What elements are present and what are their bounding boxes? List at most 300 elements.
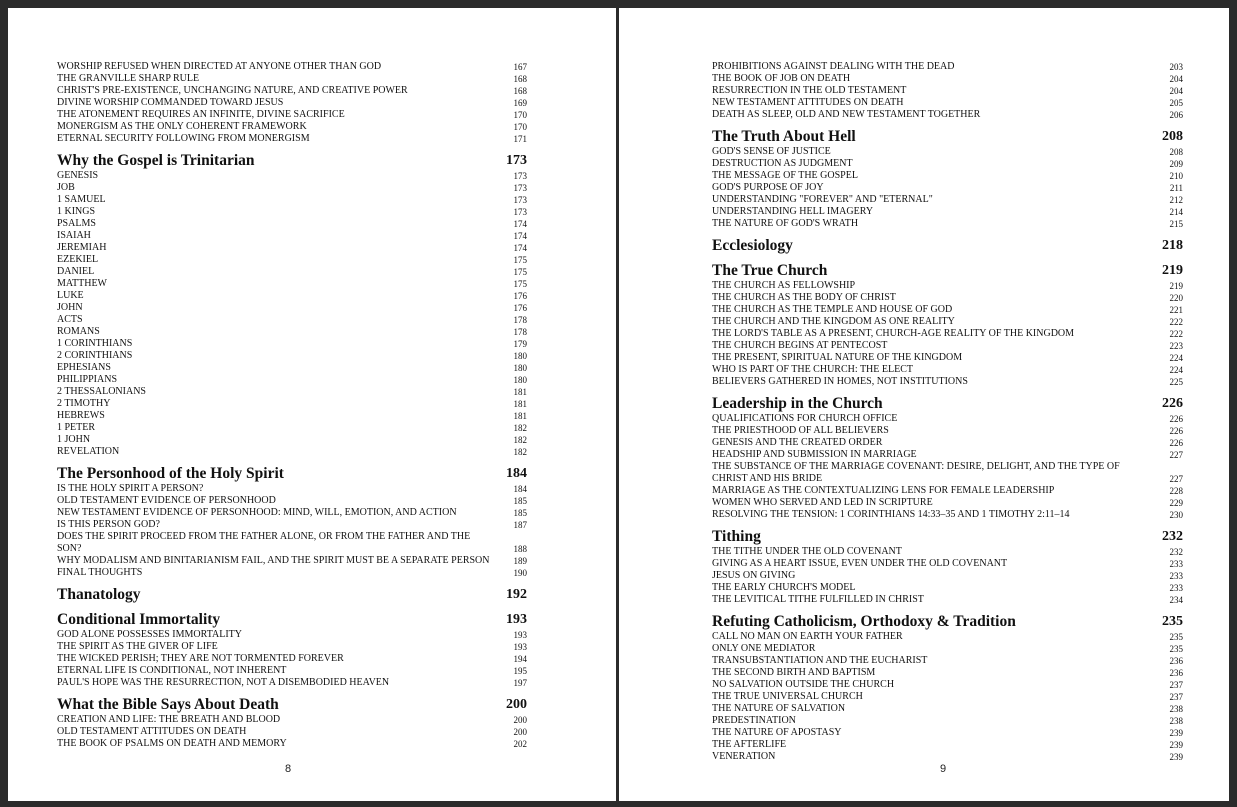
toc-entry[interactable] xyxy=(57,170,527,182)
page-ref: 181 xyxy=(513,387,527,397)
entry-title: NEW TESTAMENT EVIDENCE OF PERSONHOOD: MIND, WILL, EMOTION, AND ACTION xyxy=(57,507,457,518)
section-title: The True Church xyxy=(712,262,828,279)
toc-entry[interactable] xyxy=(57,374,527,386)
toc-entry[interactable] xyxy=(57,230,527,242)
page-ref: 211 xyxy=(1169,183,1183,193)
page-ref: 204 xyxy=(1169,86,1183,96)
toc-entry[interactable] xyxy=(712,206,1183,218)
toc-section-heading[interactable] xyxy=(712,237,1183,255)
page-ref: 174 xyxy=(513,219,527,229)
page-ref: 182 xyxy=(513,423,527,433)
toc-entry[interactable] xyxy=(712,727,1183,739)
toc-entry[interactable] xyxy=(712,109,1183,121)
entry-title: MARRIAGE AS THE CONTEXTUALIZING LENS FOR FEMALE LEADERSHIP xyxy=(712,485,1055,496)
toc-entry[interactable] xyxy=(57,483,527,495)
page-ref: 224 xyxy=(1169,353,1183,363)
entry-title: THE EARLY CHURCH'S MODEL xyxy=(712,582,856,593)
page-ref: 219 xyxy=(1169,281,1183,291)
entry-title: 1 JOHN xyxy=(57,434,91,445)
toc-entry[interactable] xyxy=(57,434,527,446)
entry-title: THE NATURE OF GOD'S WRATH xyxy=(712,218,859,229)
page-ref: 235 xyxy=(1169,644,1183,654)
toc-entry[interactable] xyxy=(57,653,527,665)
entry-title: DEATH AS SLEEP, OLD AND NEW TESTAMENT TOGETHER xyxy=(712,109,981,120)
page-ref: 190 xyxy=(513,568,527,578)
page-ref: 239 xyxy=(1169,728,1183,738)
page-ref: 181 xyxy=(513,399,527,409)
section-title: Conditional Immortality xyxy=(57,611,221,628)
section-title: Why the Gospel is Trinitarian xyxy=(57,152,255,169)
entry-title: JOB xyxy=(57,182,75,193)
section-title: Tithing xyxy=(712,528,761,545)
page-number-right: 9 xyxy=(940,763,947,775)
entry-title: DANIEL xyxy=(57,266,95,277)
page-ref: 228 xyxy=(1169,486,1183,496)
entry-title: OLD TESTAMENT EVIDENCE OF PERSONHOOD xyxy=(57,495,276,506)
entry-title: THE SUBSTANCE OF THE MARRIAGE COVENANT: DESIRE, DELIGHT, AND THE TYPE OF CHRIST AND HIS BRIDE xyxy=(712,461,1120,484)
page-ref: 238 xyxy=(1169,716,1183,726)
toc-entry[interactable] xyxy=(57,507,527,519)
entry-title: TRANSUBSTANTIATION AND THE EUCHARIST xyxy=(712,655,928,666)
toc-entry[interactable] xyxy=(712,364,1183,376)
section-title: Ecclesiology xyxy=(712,237,793,254)
toc-entry[interactable] xyxy=(57,519,527,531)
entry-title: WHO IS PART OF THE CHURCH: THE ELECT xyxy=(712,364,913,375)
page-ref: 170 xyxy=(513,122,527,132)
toc-entry[interactable] xyxy=(712,461,1183,485)
page-ref: 193 xyxy=(513,642,527,652)
toc-entry[interactable] xyxy=(712,97,1183,109)
toc-section-heading[interactable] xyxy=(712,262,1183,280)
entry-title: PAUL'S HOPE WAS THE RESURRECTION, NOT A DISEMBODIED HEAVEN xyxy=(57,677,390,688)
page-ref: 170 xyxy=(513,110,527,120)
page-ref: 168 xyxy=(513,86,527,96)
page-ref: 182 xyxy=(513,447,527,457)
entry-title: THE PRESENT, SPIRITUAL NATURE OF THE KINGDOM xyxy=(712,352,963,363)
toc-entry[interactable] xyxy=(57,206,527,218)
entry-title: ACTS xyxy=(57,314,83,325)
page-ref: 239 xyxy=(1169,752,1183,762)
toc-entry[interactable] xyxy=(712,170,1183,182)
toc-entry[interactable] xyxy=(57,726,527,738)
page-number-left: 8 xyxy=(285,763,292,775)
page-ref: 203 xyxy=(1169,62,1183,72)
entry-title: THE CHURCH AS FELLOWSHIP xyxy=(712,280,856,291)
page-ref: 233 xyxy=(1169,583,1183,593)
toc-entry[interactable] xyxy=(57,338,527,350)
page-ref: 215 xyxy=(1169,219,1183,229)
section-title: The Personhood of the Holy Spirit xyxy=(57,465,284,482)
toc-entry[interactable] xyxy=(57,266,527,278)
entry-title: PROHIBITIONS AGAINST DEALING WITH THE DEAD xyxy=(712,61,955,72)
toc-entry[interactable] xyxy=(57,314,527,326)
toc-entry[interactable] xyxy=(712,449,1183,461)
toc-entry[interactable] xyxy=(57,398,527,410)
toc-entry[interactable] xyxy=(712,61,1183,73)
page-ref: 208 xyxy=(1169,147,1183,157)
toc-entry[interactable] xyxy=(57,278,527,290)
toc-entry[interactable] xyxy=(57,641,527,653)
page-ref: 202 xyxy=(513,739,527,749)
entry-title: IS THIS PERSON GOD? xyxy=(57,519,160,530)
page-ref: 195 xyxy=(513,666,527,676)
page-ref: 222 xyxy=(1169,329,1183,339)
toc-section-heading[interactable] xyxy=(712,613,1183,631)
entry-title: CREATION AND LIFE: THE BREATH AND BLOOD xyxy=(57,714,281,725)
entry-title: ETERNAL LIFE IS CONDITIONAL, NOT INHERENT xyxy=(57,665,287,676)
entry-title: DIVINE WORSHIP COMMANDED TOWARD JESUS xyxy=(57,97,284,108)
toc-entry[interactable] xyxy=(712,340,1183,352)
entry-title: THE CHURCH BEGINS AT PENTECOST xyxy=(712,340,888,351)
entry-title: 2 TIMOTHY xyxy=(57,398,111,409)
entry-title: CALL NO MAN ON EARTH YOUR FATHER xyxy=(712,631,903,642)
page-ref: 178 xyxy=(513,315,527,325)
entry-title: 1 KINGS xyxy=(57,206,96,217)
toc-entry[interactable] xyxy=(57,97,527,109)
page-ref: 168 xyxy=(513,74,527,84)
page-ref: 226 xyxy=(1169,426,1183,436)
toc-entry[interactable] xyxy=(712,316,1183,328)
toc-entry[interactable] xyxy=(57,531,527,555)
toc-entry[interactable] xyxy=(57,665,527,677)
section-title: Refuting Catholicism, Orthodoxy & Tradition xyxy=(712,613,1016,630)
toc-entry[interactable] xyxy=(57,242,527,254)
entry-title: NEW TESTAMENT ATTITUDES ON DEATH xyxy=(712,97,904,108)
entry-title: MONERGISM AS THE ONLY COHERENT FRAMEWORK xyxy=(57,121,307,132)
toc-entry[interactable] xyxy=(57,85,527,97)
toc-entry[interactable] xyxy=(712,691,1183,703)
toc-section-heading[interactable] xyxy=(57,586,527,604)
toc-entry[interactable] xyxy=(712,292,1183,304)
toc-entry[interactable] xyxy=(712,485,1183,497)
toc-entry[interactable] xyxy=(712,413,1183,425)
toc-entry[interactable] xyxy=(57,495,527,507)
toc-entry[interactable] xyxy=(712,158,1183,170)
page-ref: 173 xyxy=(513,183,527,193)
entry-title: WHY MODALISM AND BINITARIANISM FAIL, AND THE SPIRIT MUST BE A SEPARATE PERSON xyxy=(57,555,490,566)
entry-title: DOES THE SPIRIT PROCEED FROM THE FATHER ALONE, OR FROM THE FATHER AND THE SON? xyxy=(57,531,471,554)
page-ref: 187 xyxy=(513,520,527,530)
entry-title: THE TRUE UNIVERSAL CHURCH xyxy=(712,691,863,702)
left-page xyxy=(8,8,616,801)
page-ref: 212 xyxy=(1169,195,1183,205)
entry-title: THE LEVITICAL TITHE FULFILLED IN CHRIST xyxy=(712,594,924,605)
right-page xyxy=(619,8,1229,801)
page-ref: 237 xyxy=(1169,692,1183,702)
page-ref: 232 xyxy=(1169,547,1183,557)
page-ref: 226 xyxy=(1169,414,1183,424)
toc-section-heading[interactable] xyxy=(712,528,1183,546)
toc-entry[interactable] xyxy=(712,751,1183,763)
toc-entry[interactable] xyxy=(57,362,527,374)
page-ref: 235 xyxy=(1162,614,1183,629)
entry-title: RESOLVING THE TENSION: 1 CORINTHIANS 14:33–35 AND 1 TIMOTHY 2:11–14 xyxy=(712,509,1070,520)
page-ref: 226 xyxy=(1169,438,1183,448)
toc-entry[interactable] xyxy=(712,304,1183,316)
toc-entry[interactable] xyxy=(712,352,1183,364)
toc-section-heading[interactable] xyxy=(57,152,527,170)
toc-entry[interactable] xyxy=(57,410,527,422)
toc-entry[interactable] xyxy=(57,182,527,194)
page-ref: 210 xyxy=(1169,171,1183,181)
entry-title: WORSHIP REFUSED WHEN DIRECTED AT ANYONE OTHER THAN GOD xyxy=(57,61,382,72)
toc-entry[interactable] xyxy=(712,182,1183,194)
page-ref: 192 xyxy=(506,587,527,602)
entry-title: JEREMIAH xyxy=(57,242,107,253)
page-ref: 230 xyxy=(1169,510,1183,520)
toc-entry[interactable] xyxy=(712,667,1183,679)
toc-entry[interactable] xyxy=(712,328,1183,340)
toc-entry[interactable] xyxy=(712,546,1183,558)
page-ref: 233 xyxy=(1169,559,1183,569)
entry-title: JESUS ON GIVING xyxy=(712,570,796,581)
toc-entry[interactable] xyxy=(712,739,1183,751)
page-ref: 194 xyxy=(513,654,527,664)
page-ref: 180 xyxy=(513,351,527,361)
entry-title: 2 CORINTHIANS xyxy=(57,350,133,361)
entry-title: ONLY ONE MEDIATOR xyxy=(712,643,816,654)
page-ref: 236 xyxy=(1169,668,1183,678)
entry-title: QUALIFICATIONS FOR CHURCH OFFICE xyxy=(712,413,898,424)
entry-title: JOHN xyxy=(57,302,83,313)
page-ref: 206 xyxy=(1169,110,1183,120)
entry-title: LUKE xyxy=(57,290,84,301)
toc-entry[interactable] xyxy=(57,61,527,73)
toc-entry[interactable] xyxy=(712,73,1183,85)
entry-title: ISAIAH xyxy=(57,230,91,241)
page-ref: 173 xyxy=(513,195,527,205)
toc-entry[interactable] xyxy=(57,629,527,641)
page-ref: 188 xyxy=(513,544,527,554)
toc-entry[interactable] xyxy=(712,715,1183,727)
entry-title: THE MESSAGE OF THE GOSPEL xyxy=(712,170,858,181)
page-ref: 236 xyxy=(1169,656,1183,666)
page-ref: 200 xyxy=(513,715,527,725)
toc-entry[interactable] xyxy=(57,73,527,85)
toc-entry[interactable] xyxy=(712,679,1183,691)
page-ref: 176 xyxy=(513,291,527,301)
toc-entry[interactable] xyxy=(712,194,1183,206)
toc-entry[interactable] xyxy=(712,643,1183,655)
page-ref: 227 xyxy=(1169,474,1183,484)
toc-entry[interactable] xyxy=(57,133,527,145)
toc-entry[interactable] xyxy=(57,326,527,338)
entry-title: THE NATURE OF SALVATION xyxy=(712,703,846,714)
entry-title: 1 PETER xyxy=(57,422,96,433)
page-ref: 193 xyxy=(506,612,527,627)
entry-title: REVELATION xyxy=(57,446,120,457)
toc-left xyxy=(57,61,527,750)
page-ref: 176 xyxy=(513,303,527,313)
page-ref: 169 xyxy=(513,98,527,108)
page-ref: 173 xyxy=(513,171,527,181)
entry-title: CHRIST'S PRE-EXISTENCE, UNCHANGING NATURE, AND CREATIVE POWER xyxy=(57,85,408,96)
entry-title: RESURRECTION IN THE OLD TESTAMENT xyxy=(712,85,907,96)
toc-entry[interactable] xyxy=(712,631,1183,643)
page-ref: 221 xyxy=(1169,305,1183,315)
entry-title: FINAL THOUGHTS xyxy=(57,567,143,578)
page-ref: 184 xyxy=(506,466,527,481)
toc-entry[interactable] xyxy=(712,594,1183,606)
entry-title: GENESIS AND THE CREATED ORDER xyxy=(712,437,883,448)
toc-entry[interactable] xyxy=(712,703,1183,715)
entry-title: THE SECOND BIRTH AND BAPTISM xyxy=(712,667,876,678)
toc-section-heading[interactable] xyxy=(712,395,1183,413)
entry-title: THE WICKED PERISH; THEY ARE NOT TORMENTED FOREVER xyxy=(57,653,344,664)
entry-title: WOMEN WHO SERVED AND LED IN SCRIPTURE xyxy=(712,497,933,508)
toc-entry[interactable] xyxy=(712,280,1183,292)
section-title: Leadership in the Church xyxy=(712,395,883,412)
page-ref: 174 xyxy=(513,243,527,253)
page-ref: 234 xyxy=(1169,595,1183,605)
toc-entry[interactable] xyxy=(57,677,527,689)
page-ref: 173 xyxy=(506,153,527,168)
page-ref: 193 xyxy=(513,630,527,640)
page-ref: 175 xyxy=(513,255,527,265)
entry-title: THE AFTERLIFE xyxy=(712,739,787,750)
entry-title: THE LORD'S TABLE AS A PRESENT, CHURCH-AGE REALITY OF THE KINGDOM xyxy=(712,328,1075,339)
toc-entry[interactable] xyxy=(712,218,1183,230)
toc-entry[interactable] xyxy=(57,290,527,302)
entry-title: THE BOOK OF JOB ON DEATH xyxy=(712,73,851,84)
entry-title: PREDESTINATION xyxy=(712,715,796,726)
toc-entry[interactable] xyxy=(57,446,527,458)
toc-section-heading[interactable] xyxy=(57,696,527,714)
entry-title: UNDERSTANDING "FOREVER" AND "ETERNAL" xyxy=(712,194,933,205)
entry-title: OLD TESTAMENT ATTITUDES ON DEATH xyxy=(57,726,247,737)
toc-entry[interactable] xyxy=(712,437,1183,449)
page-ref: 233 xyxy=(1169,571,1183,581)
page-ref: 218 xyxy=(1162,238,1183,253)
entry-title: THE SPIRIT AS THE GIVER OF LIFE xyxy=(57,641,218,652)
page-ref: 204 xyxy=(1169,74,1183,84)
page-ref: 229 xyxy=(1169,498,1183,508)
page-ref: 185 xyxy=(513,508,527,518)
toc-entry[interactable] xyxy=(712,570,1183,582)
entry-title: PSALMS xyxy=(57,218,96,229)
entry-title: THE NATURE OF APOSTASY xyxy=(712,727,842,738)
entry-title: HEBREWS xyxy=(57,410,105,421)
page-ref: 208 xyxy=(1162,129,1183,144)
entry-title: ETERNAL SECURITY FOLLOWING FROM MONERGISM xyxy=(57,133,310,144)
page-ref: 238 xyxy=(1169,704,1183,714)
toc-entry[interactable] xyxy=(57,121,527,133)
toc-entry[interactable] xyxy=(712,558,1183,570)
entry-title: EZEKIEL xyxy=(57,254,99,265)
page-ref: 173 xyxy=(513,207,527,217)
entry-title: THE BOOK OF PSALMS ON DEATH AND MEMORY xyxy=(57,738,287,749)
entry-title: THE TITHE UNDER THE OLD COVENANT xyxy=(712,546,902,557)
entry-title: PHILIPPIANS xyxy=(57,374,118,385)
page-ref: 167 xyxy=(513,62,527,72)
page-ref: 239 xyxy=(1169,740,1183,750)
entry-title: GOD'S PURPOSE OF JOY xyxy=(712,182,824,193)
toc-entry[interactable] xyxy=(712,376,1183,388)
toc-entry[interactable] xyxy=(712,509,1183,521)
page-ref: 171 xyxy=(513,134,527,144)
page-ref: 182 xyxy=(513,435,527,445)
toc-section-heading[interactable] xyxy=(57,465,527,483)
entry-title: GOD ALONE POSSESSES IMMORTALITY xyxy=(57,629,243,640)
toc-section-heading[interactable] xyxy=(57,611,527,629)
toc-entry[interactable] xyxy=(57,567,527,579)
page-ref: 181 xyxy=(513,411,527,421)
page-ref: 200 xyxy=(513,727,527,737)
page-ref: 189 xyxy=(513,556,527,566)
toc-entry[interactable] xyxy=(712,655,1183,667)
toc-entry[interactable] xyxy=(712,146,1183,158)
toc-entry[interactable] xyxy=(57,386,527,398)
page-ref: 232 xyxy=(1162,529,1183,544)
entry-title: VENERATION xyxy=(712,751,776,762)
entry-title: GENESIS xyxy=(57,170,99,181)
entry-title: THE CHURCH AND THE KINGDOM AS ONE REALITY xyxy=(712,316,955,327)
toc-section-heading[interactable] xyxy=(712,128,1183,146)
page-ref: 220 xyxy=(1169,293,1183,303)
toc-entry[interactable] xyxy=(57,218,527,230)
page-ref: 219 xyxy=(1162,263,1183,278)
page-ref: 184 xyxy=(513,484,527,494)
entry-title: BELIEVERS GATHERED IN HOMES, NOT INSTITUTIONS xyxy=(712,376,968,387)
page-ref: 223 xyxy=(1169,341,1183,351)
toc-entry[interactable] xyxy=(57,738,527,750)
entry-title: THE GRANVILLE SHARP RULE xyxy=(57,73,200,84)
page-ref: 180 xyxy=(513,363,527,373)
entry-title: THE CHURCH AS THE BODY OF CHRIST xyxy=(712,292,896,303)
page-ref: 237 xyxy=(1169,680,1183,690)
toc-entry[interactable] xyxy=(57,555,527,567)
entry-title: THE ATONEMENT REQUIRES AN INFINITE, DIVINE SACRIFICE xyxy=(57,109,345,120)
entry-title: DESTRUCTION AS JUDGMENT xyxy=(712,158,853,169)
page-ref: 174 xyxy=(513,231,527,241)
toc-entry[interactable] xyxy=(712,582,1183,594)
toc-entry[interactable] xyxy=(57,422,527,434)
page-ref: 205 xyxy=(1169,98,1183,108)
toc-entry[interactable] xyxy=(57,302,527,314)
entry-title: GIVING AS A HEART ISSUE, EVEN UNDER THE OLD COVENANT xyxy=(712,558,1008,569)
toc-entry[interactable] xyxy=(712,497,1183,509)
section-title: Thanatology xyxy=(57,586,141,603)
entry-title: HEADSHIP AND SUBMISSION IN MARRIAGE xyxy=(712,449,917,460)
entry-title: GOD'S SENSE OF JUSTICE xyxy=(712,146,831,157)
page-ref: 222 xyxy=(1169,317,1183,327)
toc-entry[interactable] xyxy=(57,194,527,206)
page-ref: 214 xyxy=(1169,207,1183,217)
entry-title: 1 CORINTHIANS xyxy=(57,338,133,349)
page-ref: 179 xyxy=(513,339,527,349)
page-ref: 224 xyxy=(1169,365,1183,375)
page-ref: 178 xyxy=(513,327,527,337)
entry-title: THE CHURCH AS THE TEMPLE AND HOUSE OF GOD xyxy=(712,304,953,315)
page-ref: 185 xyxy=(513,496,527,506)
page-ref: 180 xyxy=(513,375,527,385)
page-ref: 226 xyxy=(1162,396,1183,411)
toc-entry[interactable] xyxy=(57,109,527,121)
toc-entry[interactable] xyxy=(712,425,1183,437)
page-ref: 197 xyxy=(513,678,527,688)
page-ref: 175 xyxy=(513,279,527,289)
entry-title: IS THE HOLY SPIRIT A PERSON? xyxy=(57,483,204,494)
toc-entry[interactable] xyxy=(57,254,527,266)
entry-title: 2 THESSALONIANS xyxy=(57,386,146,397)
entry-title: THE PRIESTHOOD OF ALL BELIEVERS xyxy=(712,425,889,436)
toc-entry[interactable] xyxy=(57,714,527,726)
entry-title: NO SALVATION OUTSIDE THE CHURCH xyxy=(712,679,895,690)
toc-entry[interactable] xyxy=(57,350,527,362)
page-ref: 200 xyxy=(506,697,527,712)
toc-entry[interactable] xyxy=(712,85,1183,97)
toc-right xyxy=(712,61,1183,763)
